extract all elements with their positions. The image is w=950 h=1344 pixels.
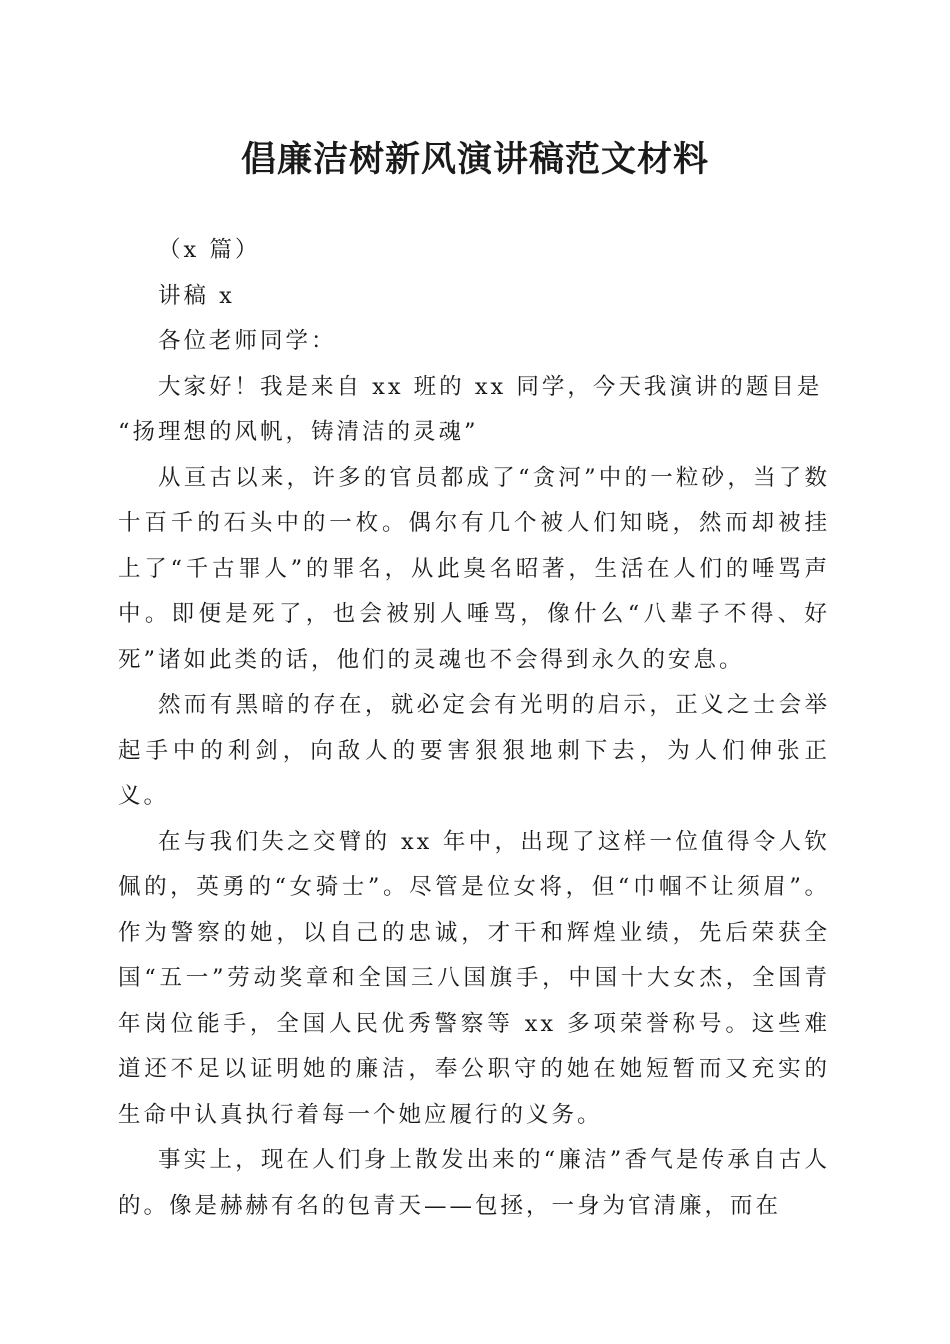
paragraph-greeting: 大家好！我是来自 xx 班的 xx 同学，今天我演讲的题目是 [158, 373, 823, 400]
paragraph-count-note: （x 篇） [158, 237, 261, 263]
paragraph-speech-label: 讲稿 x [158, 282, 235, 309]
paragraph-body: 事实上，现在人们身上散发出来的“廉洁”香气是传承自古人的。像是赫赫有名的包青天——包拯，一身为官清廉，而在 [118, 1147, 830, 1219]
paragraph-speech-topic: “扬理想的风帆，铸清洁的灵魂” [118, 419, 479, 445]
document-body [118, 228, 830, 1229]
document-title: 倡廉洁树新风演讲稿范文材料 [240, 139, 709, 180]
paragraph-body: 从亘古以来，许多的官员都成了“贪河”中的一粒砂，当了数十百千的石头中的一枚。偶尔有几个被人们知晓，然而却被挂上了“千古罪人”的罪名，从此臭名昭著，生活在人们的唾骂声中。即便是死了，也会被别人唾骂，像什么“八辈子不得、好死”诸如此类的话，他们的灵魂也不会得到永久的安息。 [118, 464, 830, 673]
paragraph-body: 在与我们失之交臂的 xx 年中，出现了这样一位值得令人钦佩的，英勇的“女骑士”。尽管是位女将，但“巾帼不让须眉”。作为警察的她，以自己的忠诚，才干和辉煌业绩，先后荣获全国“五一”劳动奖章和全国三八国旗手，中国十大女杰，全国青年岗位能手，全国人民优秀警察等 xx 多项荣誉称号。这些难道还不足以证明她的廉洁，奉公职守的她在她短暂而又充实的生命中认真执行着每一个她应履行的义务。 [118, 828, 830, 1128]
paragraph-body: 然而有黑暗的存在，就必定会有光明的启示，正义之士会举起手中的利剑，向敌人的要害狠狠地刺下去，为人们伸张正义。 [118, 692, 830, 809]
paragraph-salutation: 各位老师同学： [158, 328, 337, 354]
